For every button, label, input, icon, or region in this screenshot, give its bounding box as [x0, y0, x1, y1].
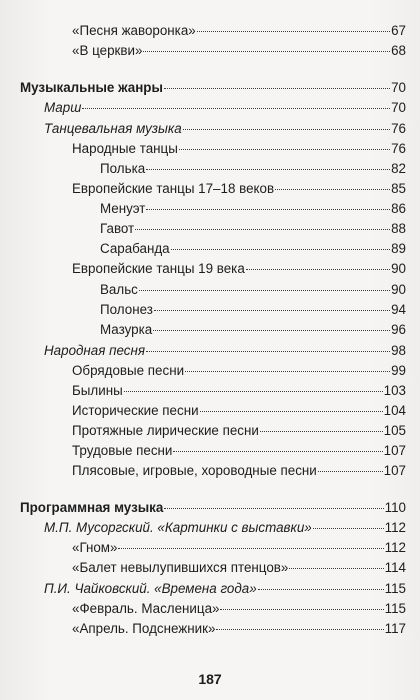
- dot-leader: [154, 310, 390, 311]
- dot-leader: [153, 330, 390, 331]
- dot-leader: [260, 431, 383, 432]
- toc-entry: [20, 78, 406, 98]
- toc-entry: [72, 361, 406, 381]
- toc-entry-page: 115: [384, 581, 406, 596]
- dot-leader: [82, 108, 390, 109]
- toc-entry-title: Полька: [100, 161, 146, 176]
- dot-leader: [185, 371, 390, 372]
- toc-entry: [100, 320, 406, 340]
- toc-entry: [72, 259, 406, 279]
- toc-entry: [72, 381, 406, 401]
- toc-entry-page: 82: [391, 161, 406, 176]
- toc-entry-title: «В церкви»: [72, 43, 143, 58]
- toc-entry-page: 112: [384, 540, 406, 555]
- dot-leader: [118, 548, 383, 549]
- toc-entry: [44, 579, 406, 599]
- toc-entry-page: 107: [383, 463, 406, 478]
- dot-leader: [289, 568, 383, 569]
- dot-leader: [146, 351, 390, 352]
- toc-entry-page: 85: [391, 181, 406, 196]
- toc-entry: [44, 119, 406, 139]
- toc-entry: [100, 159, 406, 179]
- toc-entry-page: 99: [391, 363, 406, 378]
- toc-entry: [72, 599, 406, 619]
- toc-entry-page: 88: [391, 221, 406, 236]
- toc-entry-title: Марш: [44, 100, 82, 115]
- toc-entry-page: 67: [391, 23, 406, 38]
- toc-entry: [72, 441, 406, 461]
- toc-entry-page: 104: [383, 403, 406, 418]
- dot-leader: [139, 290, 390, 291]
- dot-leader: [135, 229, 390, 230]
- dot-leader: [124, 391, 383, 392]
- dot-leader: [220, 609, 383, 610]
- dot-leader: [164, 88, 390, 89]
- toc-entry-title: Европейские танцы 19 века: [72, 261, 245, 276]
- toc-entry-title: Трудовые песни: [72, 443, 173, 458]
- toc-entry-page: 90: [391, 282, 406, 297]
- dot-leader: [275, 189, 390, 190]
- dot-leader: [179, 149, 390, 150]
- dot-leader: [318, 471, 383, 472]
- toc-entry-title: Исторические песни: [72, 403, 199, 418]
- toc-entry: [44, 518, 406, 538]
- toc-entry: [100, 219, 406, 239]
- dot-leader: [313, 528, 384, 529]
- toc-entry-page: 112: [384, 520, 406, 535]
- toc-entry: [44, 98, 406, 118]
- toc-entry-title: Мазурка: [100, 322, 153, 337]
- toc-entry-page: 76: [391, 141, 406, 156]
- page-number: 187: [198, 671, 222, 687]
- toc-entry-page: 114: [384, 560, 406, 575]
- dot-leader: [197, 31, 390, 32]
- toc-entry-title: Менуэт: [100, 201, 146, 216]
- toc-entry-page: 117: [384, 621, 406, 636]
- toc-entry: [72, 179, 406, 199]
- toc-entry-page: 98: [391, 343, 406, 358]
- toc-entry-page: 105: [383, 423, 406, 438]
- toc-entry-page: 94: [391, 302, 406, 317]
- toc-entry-title: Обрядовые песни: [72, 363, 185, 378]
- toc-entry-page: 107: [383, 443, 406, 458]
- dot-leader: [200, 411, 383, 412]
- dot-leader: [216, 629, 383, 630]
- dot-leader: [258, 589, 384, 590]
- toc-entry: [100, 280, 406, 300]
- toc-entry: [72, 558, 406, 578]
- toc-entry-page: 90: [391, 261, 406, 276]
- toc-entry-page: 86: [391, 201, 406, 216]
- toc-entry-title: «Балет невылупившихся птенцов»: [72, 560, 289, 575]
- toc-entry: [100, 300, 406, 320]
- dot-leader: [171, 249, 390, 250]
- toc-entry: [72, 139, 406, 159]
- dot-leader: [246, 269, 390, 270]
- toc-entry: [72, 619, 406, 639]
- toc-entry: [72, 401, 406, 421]
- toc-entry-title: Вальс: [100, 282, 138, 297]
- toc-entry-title: Танцевальная музыка: [44, 121, 182, 136]
- toc-entry-page: 96: [391, 322, 406, 337]
- toc-entry-page: 76: [391, 121, 406, 136]
- toc-entry: [72, 41, 406, 61]
- toc-entry-title: Народная песня: [44, 343, 145, 358]
- dot-leader: [146, 169, 390, 170]
- toc-entry-page: 89: [391, 241, 406, 256]
- toc-entry: [72, 538, 406, 558]
- toc-entry-page: 68: [391, 43, 406, 58]
- toc-entry-page: 70: [391, 80, 406, 95]
- toc-entry: [72, 421, 406, 441]
- toc-entry-title: «Песня жаворонка»: [72, 23, 196, 38]
- dot-leader: [146, 209, 390, 210]
- toc-entry-page: 70: [391, 100, 406, 115]
- toc-entry: [100, 239, 406, 259]
- toc-entry-title: М.П. Мусоргский. «Картинки с выставки»: [44, 520, 312, 535]
- toc-entry: [20, 498, 406, 518]
- toc-entry: [44, 341, 406, 361]
- toc-entry: [72, 461, 406, 481]
- toc-entry-title: Музыкальные жанры: [20, 80, 163, 95]
- dot-leader: [164, 508, 383, 509]
- dot-leader: [143, 51, 390, 52]
- toc-entry-title: Сарабанда: [100, 241, 170, 256]
- toc-entry-page: 110: [384, 500, 406, 515]
- toc-entry-page: 103: [383, 383, 406, 398]
- toc-entry-title: Европейские танцы 17–18 веков: [72, 181, 275, 196]
- toc-entry-title: «Апрель. Подснежник»: [72, 621, 216, 636]
- toc-entry-title: Протяжные лирические песни: [72, 423, 259, 438]
- toc-entry-title: Народные танцы: [72, 141, 178, 156]
- toc-entry-title: Плясовые, игровые, хороводные песни: [72, 463, 317, 478]
- toc-entry-title: Былины: [72, 383, 123, 398]
- toc-entry-title: «Февраль. Масленица»: [72, 601, 220, 616]
- dot-leader: [183, 129, 390, 130]
- toc-entry-title: Программная музыка: [20, 500, 164, 515]
- toc-entry: [72, 21, 406, 41]
- toc-entry: [100, 199, 406, 219]
- toc-entry-title: П.И. Чайковский. «Времена года»: [44, 581, 257, 596]
- toc-entry-title: Гавот: [100, 221, 135, 236]
- toc-entry-title: «Гном»: [72, 540, 118, 555]
- dot-leader: [173, 451, 382, 452]
- toc-entry-title: Полонез: [100, 302, 153, 317]
- toc-entry-page: 115: [384, 601, 406, 616]
